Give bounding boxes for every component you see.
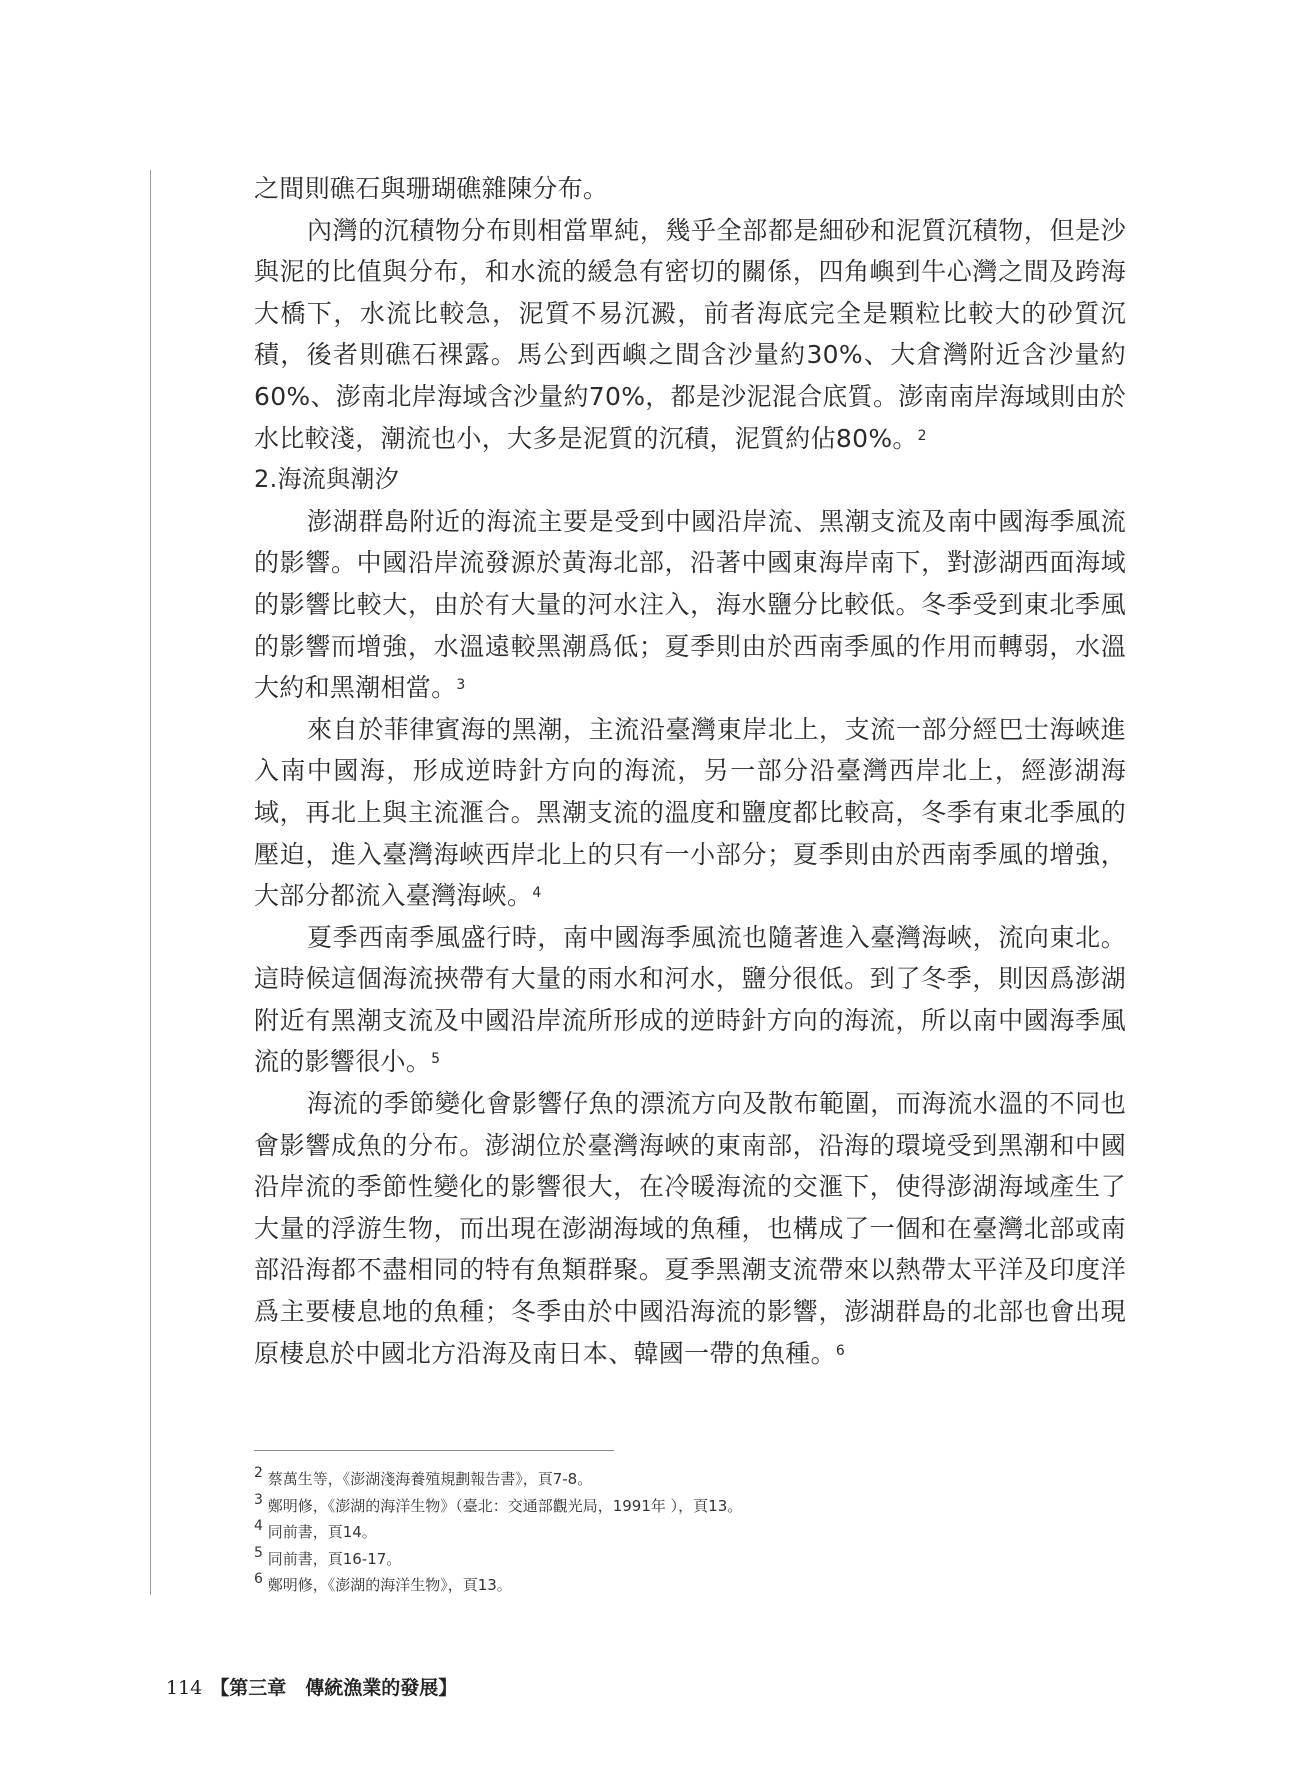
margin-rule <box>150 170 151 1595</box>
footnote-text: 同前書，頁14。 <box>267 1523 377 1542</box>
section-heading: 2.海流與潮汐 <box>254 465 399 494</box>
footnote-number: 6 <box>254 1571 263 1588</box>
footnote-4 <box>254 1519 1126 1546</box>
footnote-ref-5[interactable]: 5 <box>431 1051 441 1068</box>
footnote-3 <box>254 1493 1126 1520</box>
paragraph-2 <box>254 210 1126 460</box>
footnote-text: 鄭明修，《澎湖的海洋生物》（臺北：交通部觀光局，1991年 ），頁13。 <box>267 1496 743 1515</box>
paragraph-1 <box>254 168 1126 210</box>
footnote-number: 5 <box>254 1544 263 1561</box>
paragraph-4 <box>254 709 1126 917</box>
paragraph-text: 夏季西南季風盛行時，南中國海季風流也隨著進入臺灣海峽，流向東北。這時候這個海流挾帶有大量的雨水和河水，鹽分很低。到了冬季，則因爲澎湖附近有黑潮支流及中國沿岸流所形成的逆時針方向的海流，所以南中國海季風流的影響很小。 <box>254 922 1126 1077</box>
footnote-number: 2 <box>254 1465 263 1481</box>
paragraph-text: 內灣的沉積物分布則相當單純，幾乎全部都是細砂和泥質沉積物，但是沙與泥的比值與分布，和水流的緩急有密切的關係，四角嶼到牛心灣之間及跨海大橋下，水流比較急，泥質不易沉澱，前者海底完全是顆粒比較大的砂質沉積，後者則礁石裸露。馬公到西嶼之間含沙量約30%、大倉灣附近含沙量約60%、澎南北岸海域含沙量約70%，都是沙泥混合底質。澎南南岸海域則由於水比較淺，潮流也小，大多是泥質的沉積，泥質約佔80%。 <box>254 215 1126 453</box>
paragraph-text: 澎湖群島附近的海流主要是受到中國沿岸流、黑潮支流及南中國海季風流的影響。中國沿岸流發源於黃海北部，沿著中國東海岸南下，對澎湖西面海域的影響比較大，由於有大量的河水注入，海水鹽分比較低。冬季受到東北季風的影響而增強，水溫遠較黑潮爲低；夏季則由於西南季風的作用而轉弱，水溫大約和黑潮相當。 <box>254 506 1126 703</box>
page-number: 114 <box>166 1677 203 1699</box>
paragraph-5 <box>254 917 1126 1083</box>
footnote-ref-4[interactable]: 4 <box>532 885 542 902</box>
footnote-number: 4 <box>254 1518 263 1535</box>
chapter-title: 【第三章 傳統漁業的發展】 <box>210 1677 458 1699</box>
footnote-5 <box>254 1546 1126 1573</box>
footnote-text: 鄭明修，《澎湖的海洋生物》，頁13。 <box>267 1576 512 1595</box>
paragraph-text: 來自於菲律賓海的黑潮，主流沿臺灣東岸北上，支流一部分經巴士海峽進入南中國海，形成逆時針方向的海流，另一部分沿臺灣西岸北上，經澎湖海域，再北上與主流滙合。黑潮支流的溫度和鹽度都比較高，冬季有東北季風的壓迫，進入臺灣海峽西岸北上的只有一小部分；夏季則由於西南季風的增強，大部分都流入臺灣海峽。 <box>254 714 1126 911</box>
paragraph-text: 之間則礁石與珊瑚礁雜陳分布。 <box>254 174 609 203</box>
footnote-ref-6[interactable]: 6 <box>835 1342 846 1359</box>
footnote-divider <box>254 1450 614 1451</box>
footnote-text: 蔡萬生等，《澎湖淺海養殖規劃報告書》，頁7-8。 <box>267 1470 593 1488</box>
footnote-text: 同前書，頁16-17。 <box>267 1549 402 1568</box>
footnote-ref-2[interactable]: 2 <box>917 427 927 444</box>
footnote-2 <box>254 1466 1126 1493</box>
page-footer <box>166 1673 457 1700</box>
footnote-6 <box>254 1572 1126 1599</box>
paragraph-text: 海流的季節變化會影響仔魚的漂流方向及散布範圍，而海流水溫的不同也會影響成魚的分布。澎湖位於臺灣海峽的東南部，沿海的環境受到黑潮和中國沿岸流的季節性變化的影響很大，在冷暖海流的交滙下，使得澎湖海域產生了大量的浮游生物，而出現在澎湖海域的魚種，也構成了一個和在臺灣北部或南部沿海都不盡相同的特有魚類群聚。夏季黑潮支流帶來以熱帶太平洋及印度洋爲主要棲息地的魚種；冬季由於中國沿海流的影響，澎湖群島的北部也會出現原棲息於中國北方沿海及南日本、韓國一帶的魚種。 <box>254 1089 1126 1368</box>
footnote-number: 3 <box>254 1491 263 1508</box>
paragraph-3 <box>254 501 1126 709</box>
footnotes <box>254 1466 1126 1599</box>
footnote-ref-3[interactable]: 3 <box>456 677 466 694</box>
paragraph-6 <box>254 1083 1126 1374</box>
body-text <box>254 168 1126 1374</box>
